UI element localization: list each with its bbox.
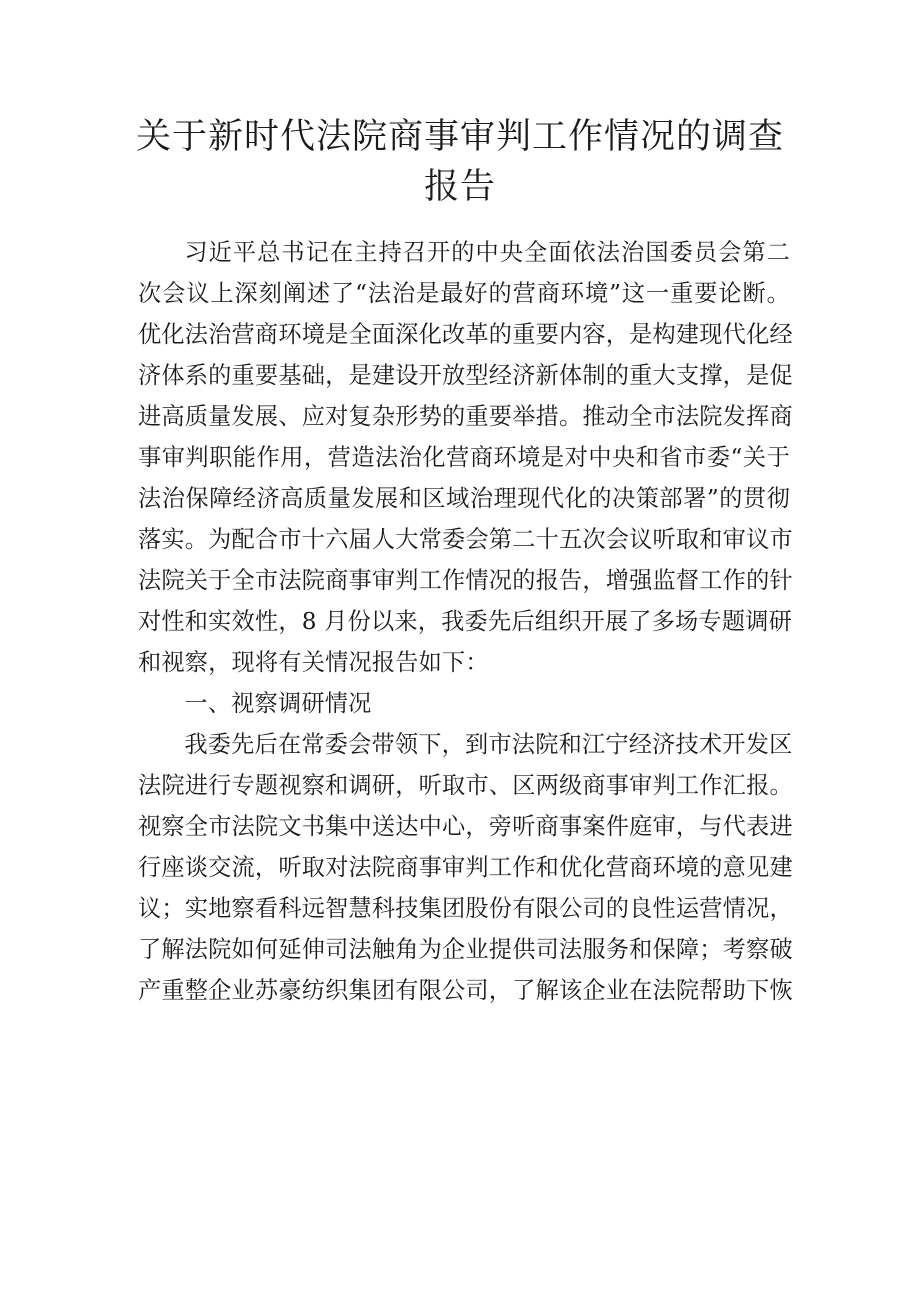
text-line: 法治保障经济高质量发展和区域治理现代化的决策部署”的贯彻: [138, 485, 790, 512]
document-body: [138, 232, 793, 1011]
section-heading-1: [138, 683, 790, 724]
text-line: 济体系的重要基础，是建设开放型经济新体制的重大支撑，是促: [138, 362, 793, 389]
text-line: 次会议上深刻阐述了“法治是最好的营商环境”这一重要论断。: [138, 280, 790, 307]
text-line: 对性和实效性，8 月份以来，我委先后组织开展了多场专题调研: [138, 608, 792, 635]
title-line-2: 报告: [423, 167, 496, 207]
text-line: 和视察，现将有关情况报告如下：: [138, 649, 489, 676]
text-line: 事审判职能作用，营造法治化营商环境是对中央和省市委“关于: [138, 444, 790, 471]
text-line: 进高质量发展、应对复杂形势的重要举措。推动全市法院发挥商: [138, 403, 793, 430]
text-line: 法院关于全市法院商事审判工作情况的报告，增强监督工作的针: [138, 567, 793, 594]
text-line: 视察全市法院文书集中送达中心，旁听商事案件庭审，与代表进: [138, 813, 793, 840]
document-title: [0, 112, 920, 212]
text-line: 了解法院如何延伸司法触角为企业提供司法服务和保障；考察破: [138, 936, 793, 963]
text-line: 习近平总书记在主持召开的中央全面依法治国委员会第二: [184, 239, 790, 266]
text-line: 落实。为配合市十六届人大常委会第二十五次会议听取和审议市: [138, 526, 793, 553]
paragraph-inspection: [138, 724, 793, 1011]
title-line-1: 关于新时代法院商事审判工作情况的调查: [135, 117, 784, 157]
text-line: 我委先后在常委会带领下，到市法院和江宁经济技术开发区: [184, 731, 793, 758]
text-line: 行座谈交流，听取对法院商事审判工作和优化营商环境的意见建: [138, 854, 793, 881]
text-line: 议；实地察看科远智慧科技集团股份有限公司的良性运营情况，: [138, 895, 793, 922]
text-line: 产重整企业苏豪纺织集团有限公司，了解该企业在法院帮助下恢: [138, 977, 793, 1004]
section-heading-text: 一、视察调研情况: [184, 690, 372, 717]
text-line: 法院进行专题视察和调研，听取市、区两级商事审判工作汇报。: [138, 772, 793, 799]
text-line: 优化法治营商环境是全面深化改革的重要内容，是构建现代化经: [138, 321, 793, 348]
paragraph-intro: [138, 232, 793, 683]
